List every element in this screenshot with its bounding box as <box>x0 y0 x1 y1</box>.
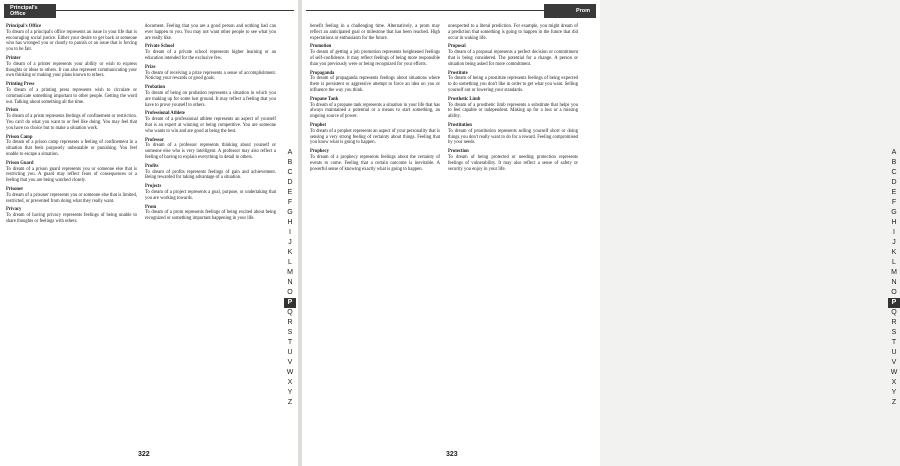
column-2 <box>448 24 578 444</box>
alphabet-tab-d[interactable]: D <box>891 179 897 186</box>
dictionary-entry <box>448 97 578 120</box>
entry-definition: To dream of a prisoner represents you or someone else that is limited, restricted, or prevented from doing what they really want. <box>6 192 137 204</box>
alphabet-tab-s[interactable]: S <box>891 329 897 336</box>
alphabet-tab-n[interactable]: N <box>891 279 897 286</box>
entry-term: Prison Camp <box>6 134 33 140</box>
dictionary-entry <box>145 44 276 61</box>
entry-definition: To dream of a prism represents feelings of confinement or restriction. You can't do what you want to or feel like doing. You may feel that you have no choice but to make a situation work. <box>6 114 137 131</box>
dictionary-entry <box>145 24 276 41</box>
entry-term: Prism <box>6 108 18 114</box>
alphabet-tab-m[interactable]: M <box>891 269 897 276</box>
dictionary-entry <box>6 207 137 224</box>
alphabet-tab-s[interactable]: S <box>287 329 293 336</box>
alphabet-tab-o[interactable]: O <box>287 289 293 296</box>
entry-definition: To dream of a professor represents thinking about yourself or someone else who is very intelligent. A professor may also reflect a feeling of having to explain everything in detail to others. <box>145 143 276 160</box>
dictionary-entry <box>6 135 137 158</box>
alphabet-tab-u[interactable]: U <box>891 349 897 356</box>
entry-definition: To dream of a prison camp represents a feeling of confinement in a situation that feels purposely unbearable or punishing. You feel unable to escape a situation. <box>6 140 137 157</box>
dictionary-entry <box>145 85 276 108</box>
text-columns <box>6 24 276 444</box>
alphabet-tab-w[interactable]: W <box>890 369 898 376</box>
page-number: 322 <box>138 451 150 458</box>
alphabet-tab-r[interactable]: R <box>891 319 897 326</box>
entry-definition: To dream of having privacy represents feelings of being unable to share thoughts or feelings with others. <box>6 213 137 224</box>
entry-term: Prophet <box>310 122 327 128</box>
header-rule <box>306 10 544 11</box>
entry-term: Propaganda <box>310 70 335 76</box>
alphabet-tab-t[interactable]: T <box>287 339 293 346</box>
alphabet-tab-j[interactable]: J <box>288 239 292 246</box>
dictionary-entry <box>310 44 440 67</box>
dictionary-entry <box>145 138 276 161</box>
dictionary-entry <box>448 44 578 67</box>
entry-definition: To dream of a prophecy represents feelings about the certainty of events to come. Feeling that a certain outcome is inevitable. A powerful sense of knowing exactly what is going to happen. <box>310 154 440 172</box>
alphabet-tab-r[interactable]: R <box>287 319 293 326</box>
entry-definition: To dream of getting a job promotion represents heightened feelings of self-confidence. It may reflect feelings of being more responsible than you previously were or being recognized for your efforts. <box>310 50 440 67</box>
dictionary-entry <box>448 24 578 41</box>
alphabet-tab-e[interactable]: E <box>891 189 897 196</box>
alphabet-tab-b[interactable]: B <box>287 159 293 166</box>
alphabet-tab-t[interactable]: T <box>891 339 897 346</box>
entry-definition: To dream of a project represents a goal, purpose, or undertaking that you are working towards. <box>145 189 276 201</box>
entry-term: Promotion <box>310 44 332 50</box>
entry-term: Printer <box>6 55 21 61</box>
alphabet-tab-u[interactable]: U <box>287 349 293 356</box>
dictionary-entry <box>448 123 578 146</box>
alphabet-tab-e[interactable]: E <box>287 189 293 196</box>
dictionary-entry <box>448 71 578 94</box>
alphabet-tab-p[interactable]: P <box>888 298 900 308</box>
alphabet-tab-q[interactable]: Q <box>287 309 293 316</box>
running-header: Principal's Office <box>4 4 56 18</box>
dictionary-entry <box>310 123 440 146</box>
entry-definition: To dream of a proposal represents a perfect decision or commitment that is being considered. The potential for a change. A person or situation being asked for more commitment. <box>448 50 578 67</box>
dictionary-entry <box>145 65 276 82</box>
dictionary-entry <box>145 184 276 201</box>
alphabet-tab-b[interactable]: B <box>891 159 897 166</box>
dictionary-entry <box>6 161 137 184</box>
entry-definition: To dream of being on probation represents a situation in which you are making up for some lost ground. It may reflect a feeling that you have to prove yourself to others. <box>145 90 276 108</box>
alphabet-tab-k[interactable]: K <box>891 249 897 256</box>
alphabet-tab-j[interactable]: J <box>892 239 896 246</box>
entry-term: Principal's Office <box>6 24 42 29</box>
alphabet-tab-z[interactable]: Z <box>287 399 293 406</box>
entry-definition: To dream of being protected or needing protection represents feelings of vulnerability. It may also reflect a sense of safety or security you enjoy in your life. <box>448 154 578 172</box>
entry-definition: To dream of prostitution represents selling yourself short or doing things you don't really want to do for a reward. Feeling compromised by your needs. <box>448 128 578 146</box>
entry-term: Projects <box>145 184 162 190</box>
alphabet-tab-m[interactable]: M <box>287 269 293 276</box>
alphabet-tab-a[interactable]: A <box>891 149 897 156</box>
alphabet-tab-l[interactable]: L <box>288 259 292 266</box>
entry-term: Prostitute <box>448 70 468 76</box>
dictionary-entry <box>310 24 440 41</box>
entry-term: Prison Guard <box>6 160 34 166</box>
alphabet-tab-y[interactable]: Y <box>891 389 897 396</box>
alphabet-tab-q[interactable]: Q <box>891 309 897 316</box>
alphabet-tab-d[interactable]: D <box>287 179 293 186</box>
entry-definition: To dream of profits represents feelings of gain and achievement. Being rewarded for taking advantage of a situation. <box>145 169 276 181</box>
text-columns <box>310 24 578 444</box>
column-1 <box>310 24 440 444</box>
entry-definition: To dream of a private school represents higher learning or an education intended for the exclusive few. <box>145 50 276 61</box>
entry-term: Probation <box>145 85 165 91</box>
entry-term: Privacy <box>6 207 22 213</box>
alphabet-tab-i[interactable]: I <box>893 229 895 236</box>
entry-term: Private School <box>145 44 175 50</box>
entry-term: Prisoner <box>6 186 24 192</box>
column-1 <box>6 24 137 444</box>
entry-term: Propane Tank <box>310 96 339 102</box>
alphabet-tab-i[interactable]: I <box>289 229 291 236</box>
alphabet-tab-l[interactable]: L <box>892 259 896 266</box>
entry-definition: document. Feeling that you are a good person and nothing bad can ever happen to you. You may not want other people to see what you are really like. <box>145 24 276 41</box>
alphabet-tab-y[interactable]: Y <box>287 389 293 396</box>
dictionary-entry <box>6 56 137 79</box>
alphabet-tab-f[interactable]: F <box>287 199 293 206</box>
dictionary-entry <box>310 97 440 120</box>
alphabet-tab-k[interactable]: K <box>287 249 293 256</box>
alphabet-tab-f[interactable]: F <box>891 199 897 206</box>
dictionary-entry <box>6 24 137 53</box>
alphabet-tab-c[interactable]: C <box>891 169 897 176</box>
entry-definition: To dream of being a prostitute represents feelings of being expected to do something you don't like in order to get what you want. Selling yourself out or lowering your standards. <box>448 76 578 93</box>
dictionary-entry <box>448 149 578 172</box>
alphabet-tab-v[interactable]: V <box>287 359 293 366</box>
entry-definition: unexpected to a literal prediction. For example, you might dream of a prediction that something is going to happen in the future that did occur in waking life. <box>448 24 578 41</box>
dictionary-entry <box>6 187 137 204</box>
alphabet-tab-x[interactable]: X <box>891 379 897 386</box>
entry-term: Prize <box>145 64 156 70</box>
alphabet-index[interactable] <box>888 148 900 408</box>
entry-term: Prosthetic Limb <box>448 96 481 102</box>
dictionary-entry <box>310 71 440 94</box>
entry-definition: To dream of a printer represents your ability or wish to express thoughts or ideas to others. It can also represent communicating your own thinking or making your plans known to others. <box>6 61 137 79</box>
dictionary-entry <box>145 205 276 222</box>
entry-term: Printing Press <box>6 82 35 88</box>
dictionary-entry <box>6 108 137 131</box>
right-page <box>302 0 898 466</box>
alphabet-tab-n[interactable]: N <box>287 279 293 286</box>
entry-term: Protection <box>448 149 469 155</box>
entry-definition: To dream of propaganda represents feelings about situations where there is persistent or aggressive attempt to force an idea on you or influence the way you think. <box>310 76 440 93</box>
entry-definition: To dream of a professional athlete represents an aspect of yourself that is an expert at winning or being competitive. You are someone who wants to win and are good at being the best. <box>145 117 276 134</box>
header-rule <box>56 10 294 11</box>
column-2 <box>145 24 276 444</box>
entry-term: Prostitution <box>448 122 472 128</box>
entry-definition: To dream of a principal's office represents an issue in your life that is encouraging social justice. Either your desire to get back at someone who has wronged you or clearly to punish or an issue that is forcing you to be fair. <box>6 29 137 53</box>
entry-definition: To dream of a prison guard represents you or someone else that is restricting you. A guard may reflect fears of consequences or a feeling that you are being watched closely. <box>6 166 137 184</box>
alphabet-tab-g[interactable]: G <box>891 209 897 216</box>
alphabet-tab-g[interactable]: G <box>287 209 293 216</box>
alphabet-tab-x[interactable]: X <box>287 379 293 386</box>
entry-term: Prom <box>145 204 157 210</box>
alphabet-index[interactable] <box>284 148 296 408</box>
alphabet-tab-w[interactable]: W <box>286 369 294 376</box>
alphabet-tab-h[interactable]: H <box>891 219 897 226</box>
alphabet-tab-p[interactable]: P <box>284 298 296 308</box>
dictionary-entry <box>145 111 276 134</box>
entry-definition: To dream of a prophet represents an aspect of your personality that is sensing a very strong feeling of certainty about things. Feeling that you know what is going to happen. <box>310 128 440 146</box>
entry-definition: To dream of a prom represents feelings of being excited about being recognized or something important happening in your life. <box>145 210 276 222</box>
alphabet-tab-z[interactable]: Z <box>891 399 897 406</box>
alphabet-tab-o[interactable]: O <box>891 289 897 296</box>
entry-term: Professional Athlete <box>145 111 185 117</box>
dictionary-entry <box>145 164 276 181</box>
alphabet-tab-h[interactable]: H <box>287 219 293 226</box>
entry-definition: To dream of a prosthetic limb represents a substitute that helps you to feel capable or independent. Making up for a loss or a missing ability. <box>448 102 578 120</box>
running-header: Prom <box>544 4 596 18</box>
dictionary-entry <box>310 149 440 172</box>
entry-term: Profits <box>145 163 159 169</box>
entry-term: Professor <box>145 137 164 143</box>
entry-definition: benefit feeling in a challenging time. Alternatively, a prom may reflect an anticipated goal or milestone that has been reached. High expectations or enthusiasm for the future. <box>310 24 440 41</box>
entry-definition: To dream of receiving a prize represents a sense of accomplishment. Noticing your rewards or good goals. <box>145 70 276 82</box>
entry-definition: To dream of a printing press represents wish to circulate or communicate something important to other people. Getting the word out. Talking about something all the time. <box>6 87 137 105</box>
dictionary-entry <box>6 82 137 105</box>
alphabet-tab-v[interactable]: V <box>891 359 897 366</box>
page-number: 323 <box>446 451 458 458</box>
alphabet-tab-c[interactable]: C <box>287 169 293 176</box>
entry-term: Proposal <box>448 44 466 50</box>
left-page <box>0 0 298 466</box>
alphabet-tab-a[interactable]: A <box>287 149 293 156</box>
entry-definition: To dream of a propane tank represents a situation in your life that has always maintained a potential or a means to start something, an ongoing source of power. <box>310 102 440 120</box>
entry-term: Prophecy <box>310 149 329 155</box>
